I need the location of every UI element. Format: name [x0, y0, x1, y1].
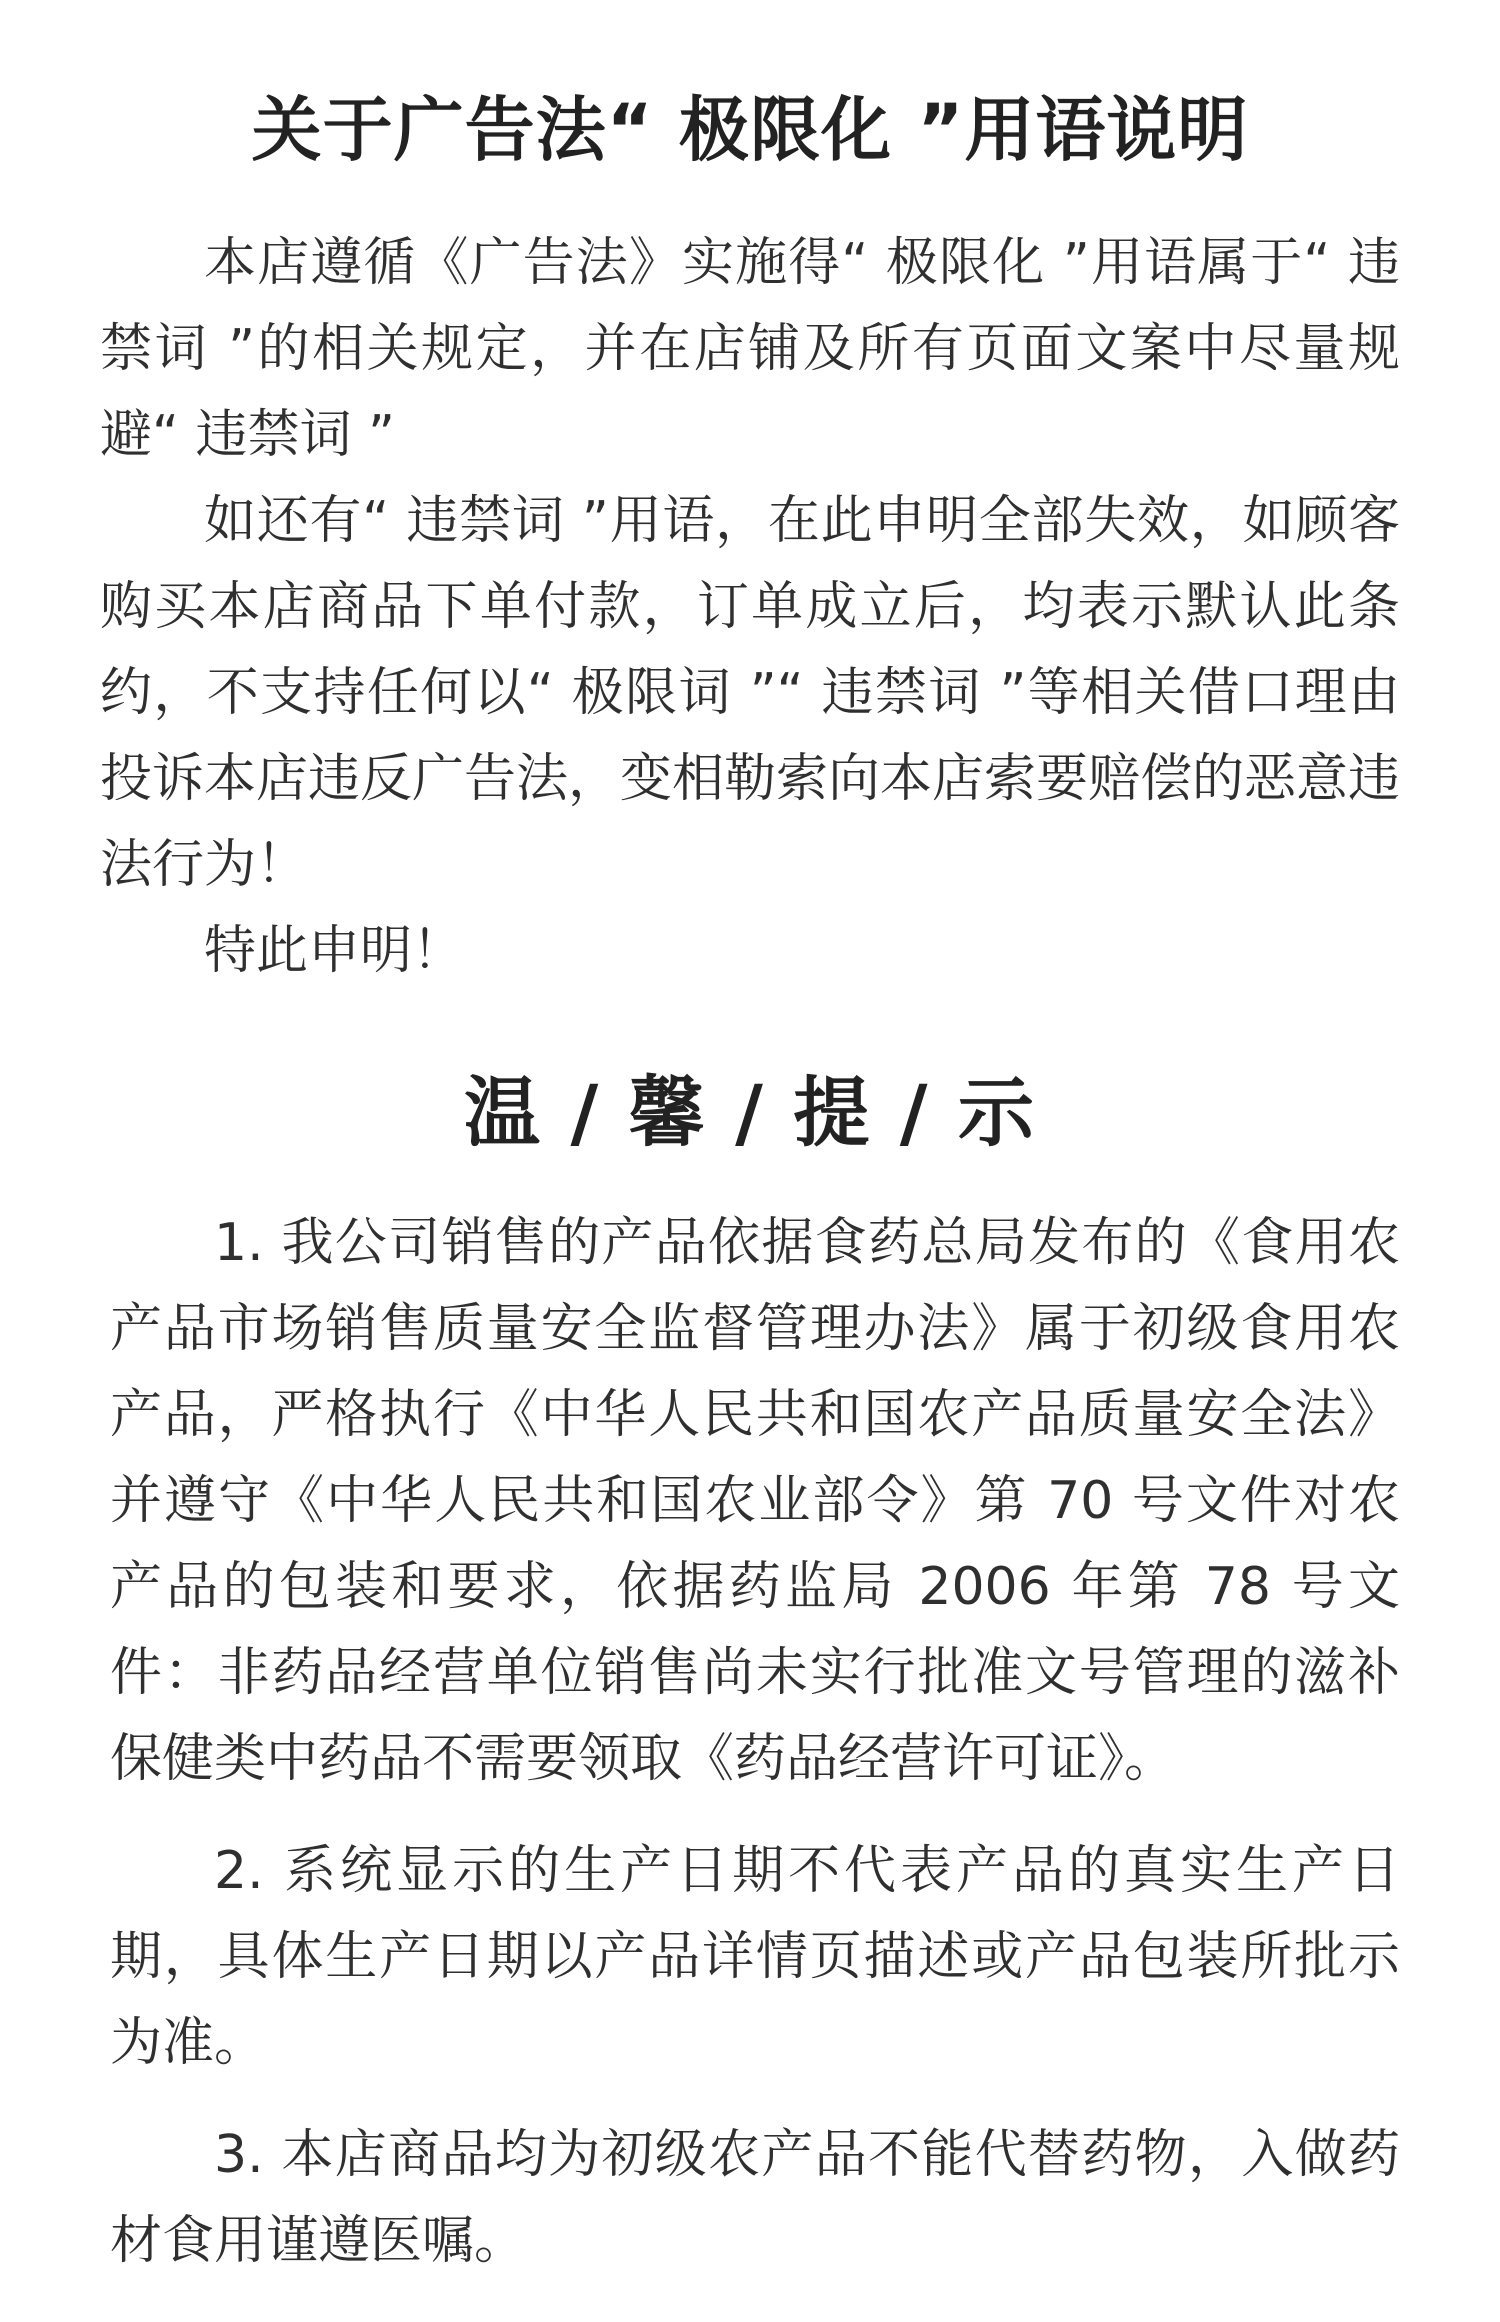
disclaimer-body [100, 220, 1400, 994]
disclaimer-paragraph-1: 本店遵循《广告法》实施得“ 极限化 ”用语属于“ 违禁词 ”的相关规定，并在店铺及所有页面文案中尽量规避“ 违禁词 ” [100, 233, 1400, 465]
tip-item-3: 3. 本店商品均为初级农产品不能代替药物，入做药材食用谨遵医嘱。 [110, 2125, 1400, 2271]
tips-title: 温 / 馨 / 提 / 示 [463, 1068, 1037, 1157]
disclaimer-title: 关于广告法“ 极限化 ”用语说明 [251, 89, 1249, 171]
tip-item-1: 1. 我公司销售的产品依据食药总局发布的《食用农产品市场销售质量安全监督管理办法》属于初级食用农产品，严格执行《中华人民共和国农产品质量安全法》并遵守《中华人民共和国农业部令》第 70 号文件对农产品的包装和要求，依据药监局 2006 年第 78 号文件：非药品经营单位销售尚未实行批准文号管理的滋补保健类中药品不需要领取《药品经营许可证》。 [110, 1213, 1400, 1789]
disclaimer-paragraph-3: 特此申明！ [204, 921, 465, 981]
tips-body [110, 1200, 1400, 2310]
disclaimer-paragraph-2: 如还有“ 违禁词 ”用语，在此申明全部失效，如顾客购买本店商品下单付款，订单成立后，均表示默认此条约，不支持任何以“ 极限词 ”“ 违禁词 ”等相关借口理由投诉本店违反广告法，变相勒索向本店索要赔偿的恶意违法行为！ [100, 491, 1401, 895]
tip-item-2: 2. 系统显示的生产日期不代表产品的真实生产日期，具体生产日期以产品详情页描述或产品包装所批示为准。 [110, 1841, 1400, 2073]
